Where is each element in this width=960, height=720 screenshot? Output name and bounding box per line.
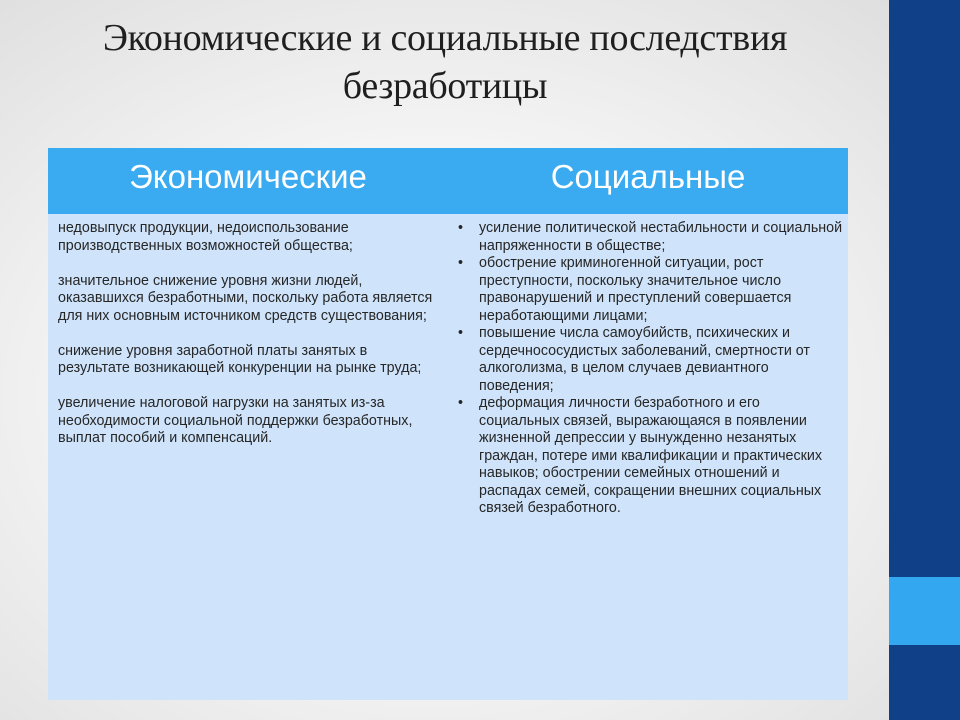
economic-item: значительное снижение уровня жизни людей, оказавшихся безработными, поскольку работа является для них основным источником средств существования; bbox=[58, 272, 433, 324]
slide-title bbox=[0, 14, 890, 110]
header-economic: Экономические bbox=[129, 158, 367, 195]
social-list bbox=[458, 220, 843, 518]
social-item bbox=[458, 220, 843, 255]
social-item-text: усиление политической нестабильности и социальной напряженности в обществе; bbox=[479, 220, 843, 254]
bullet-icon: • bbox=[458, 255, 464, 271]
header-social: Социальные bbox=[550, 158, 746, 195]
economic-item: снижение уровня заработной платы занятых в результате возникающей конкуренции на рынке труда; bbox=[58, 342, 422, 376]
social-item-text: повышение числа самоубийств, психических и сердечнососудистых заболеваний, смертности от алкоголизма, в целом случаев девиантного поведения; bbox=[479, 325, 810, 394]
social-item bbox=[458, 395, 843, 518]
bullet-icon: • bbox=[458, 325, 464, 341]
decorative-side-accent bbox=[889, 577, 960, 645]
social-column bbox=[458, 220, 843, 518]
social-item bbox=[458, 325, 843, 395]
social-item bbox=[458, 255, 843, 325]
bullet-icon: • bbox=[458, 220, 464, 236]
slide-title-line-1: Экономические и социальные последствия bbox=[102, 17, 788, 59]
social-item-text: обострение криминогенной ситуации, рост преступности, поскольку значительное число правонарушений и преступлений совершается неработающими лицами; bbox=[479, 255, 792, 324]
social-item-text: деформация личности безработного и его социальных связей, выражающаяся в появлении жизненной депрессии у вынужденно незанятых граждан, потере ими квалификации и практических навыков; обострении семейных отношений и распадах семей, сокращении внешних социальных связей безработного. bbox=[479, 395, 823, 516]
table-header bbox=[48, 148, 848, 214]
economic-column bbox=[58, 220, 436, 465]
consequences-table bbox=[48, 148, 848, 700]
bullet-icon: • bbox=[458, 395, 464, 411]
economic-item: увеличение налоговой нагрузки на занятых из-за необходимости социальной поддержки безработных, выплат пособий и компенсаций. bbox=[58, 395, 413, 446]
economic-item: недовыпуск продукции, недоиспользование производственных возможностей общества; bbox=[58, 220, 353, 254]
slide-title-line-2: безработицы bbox=[342, 65, 548, 107]
